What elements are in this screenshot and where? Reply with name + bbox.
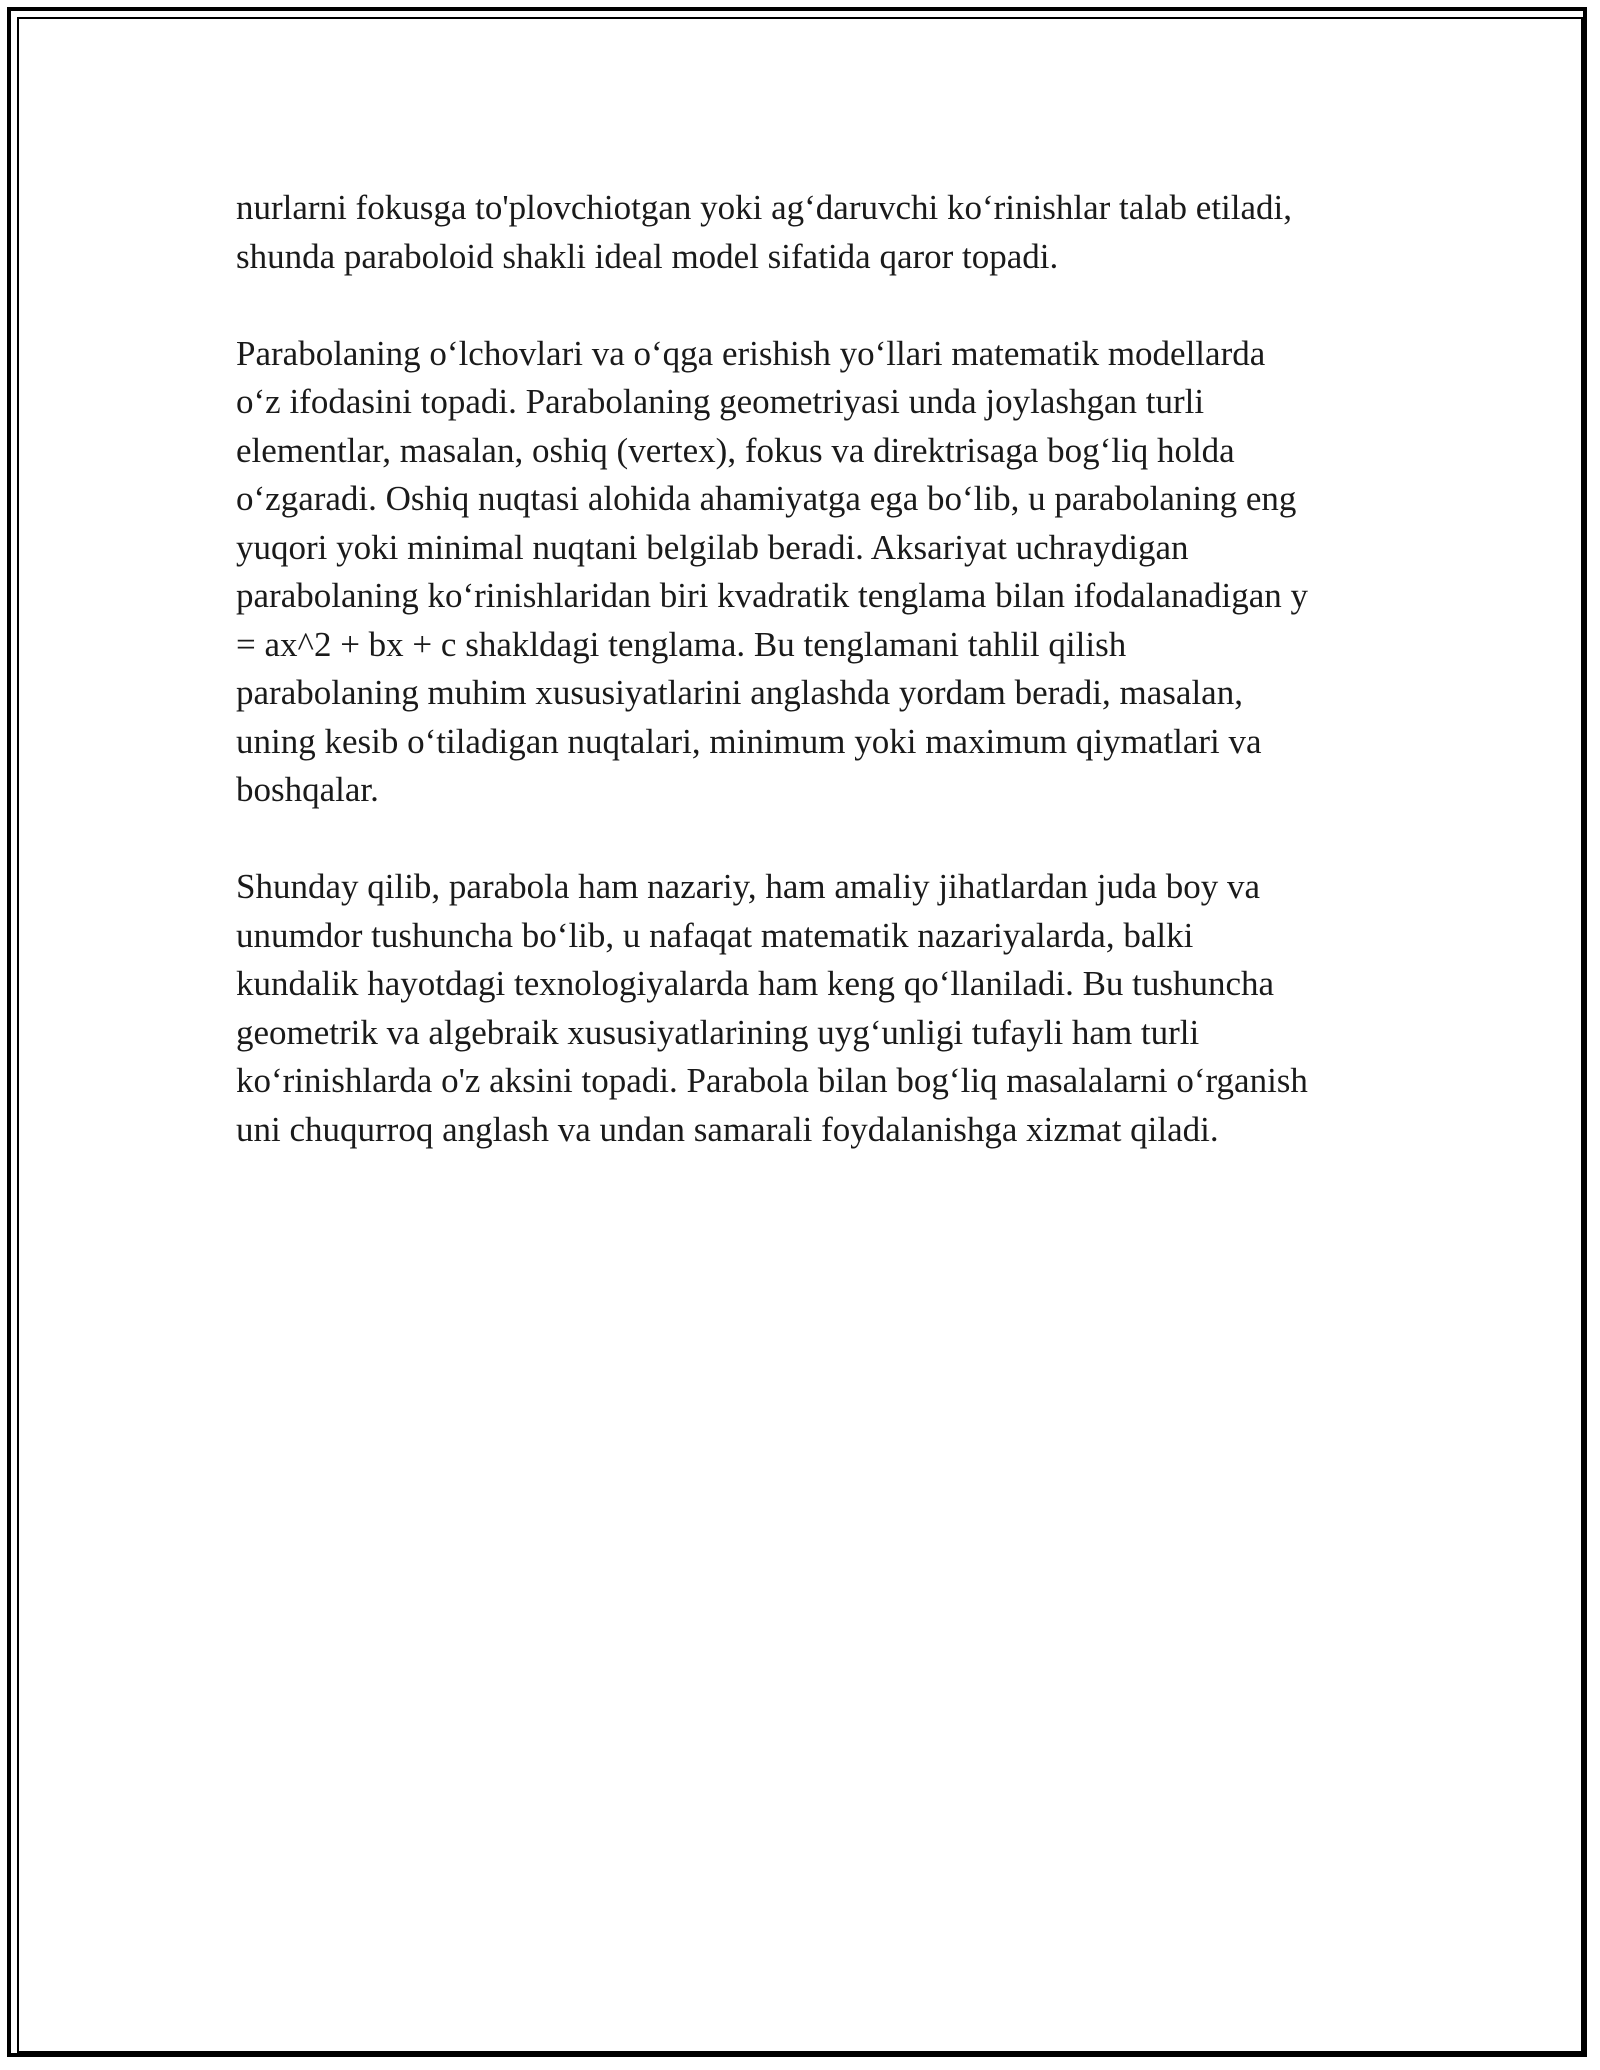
text-line: geometrik va algebraik xususiyatlarining uyg‘unligi tufayli ham turli — [236, 1012, 1200, 1052]
text-line: unumdor tushuncha bo‘lib, u nafaqat matematik nazariyalarda, balki — [236, 915, 1194, 955]
text-line: o‘zgaradi. Oshiq nuqtasi alohida ahamiyatga ega bo‘lib, u parabolaning eng — [236, 479, 1297, 518]
paragraph-2 — [236, 330, 1366, 815]
text-line: nurlarni fokusga to'plovchiotgan yoki ag‘daruvchi ko‘rinishlar talab etiladi, — [236, 188, 1293, 227]
text-line: o‘z ifodasini topadi. Parabolaning geometriyasi unda joylashgan turli — [236, 382, 1205, 421]
text-line: = ax^2 + bx + c shakldagi tenglama. Bu tenglamani tahlil qilish — [236, 624, 1127, 664]
text-line: elementlar, masalan, oshiq (vertex), fokus va direktrisaga bog‘liq holda — [236, 430, 1235, 470]
text-line: uni chuqurroq anglash va undan samarali foydalanishga xizmat qiladi. — [236, 1109, 1219, 1149]
paragraph-3 — [236, 863, 1366, 1154]
text-line: Parabolaning o‘lchovlari va o‘qga erishish yo‘llari matematik modellarda — [236, 333, 1266, 373]
paragraph-1 — [236, 184, 1366, 281]
text-line: kundalik hayotdagi texnologiyalarda ham keng qo‘llaniladi. Bu tushuncha — [236, 964, 1275, 1003]
text-line: yuqori yoki minimal nuqtani belgilab beradi. Aksariyat uchraydigan — [236, 527, 1189, 567]
document-body — [236, 184, 1366, 1203]
text-line: Shunday qilib, parabola ham nazariy, ham amaliy jihatlardan juda boy va — [236, 867, 1261, 906]
text-line: parabolaning muhim xususiyatlarini anglashda yordam beradi, masalan, — [236, 673, 1243, 712]
text-line: ko‘rinishlarda o'z aksini topadi. Parabola bilan bog‘liq masalalarni o‘rganish — [236, 1061, 1308, 1100]
text-line: boshqalar. — [236, 770, 379, 809]
text-line: shunda paraboloid shakli ideal model sifatida qaror topadi. — [236, 236, 1059, 276]
text-line: parabolaning ko‘rinishlaridan biri kvadratik tenglama bilan ifodalanadigan y — [236, 576, 1309, 615]
text-line: uning kesib o‘tiladigan nuqtalari, minimum yoki maximum qiymatlari va — [236, 721, 1262, 761]
